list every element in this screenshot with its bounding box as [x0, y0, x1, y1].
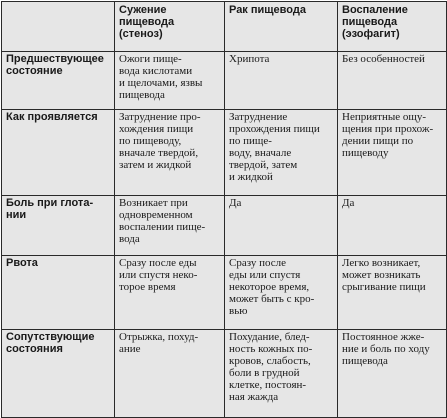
- table-cell: Затруднение прохождения пищи по пище- воду, вначале твердой, затем и жидкой: [225, 110, 338, 196]
- table-cell: Затруднение про- хождения пищи по пищеводу, вначале твердой, затем и жидкой: [115, 110, 225, 196]
- table-cell: Неприятные ощу- щения при прохож- дении пищи по пищеводу: [338, 110, 447, 196]
- header-stenosis: Сужение пищевода (стеноз): [115, 2, 225, 52]
- row-label: Сопутствующие состояния: [2, 330, 115, 418]
- comparison-table: [1, 1, 447, 418]
- header-corner-cell: [2, 2, 115, 52]
- table-cell: Да: [338, 196, 447, 256]
- header-row: [2, 2, 447, 52]
- table-cell: Ожоги пище- вода кислотами и щелочами, язвы пищевода: [115, 52, 225, 110]
- table-cell: Возникает при одновременном воспалении пище- вода: [115, 196, 225, 256]
- table-cell: Легко возникает, может возникать срыгивание пищи: [338, 256, 447, 330]
- table-cell: Да: [225, 196, 338, 256]
- header-esophagitis: Воспаление пищевода (эзофагит): [338, 2, 447, 52]
- table-row: [2, 196, 447, 256]
- row-label: Боль при глота- нии: [2, 196, 115, 256]
- table-cell: Без особенностей: [338, 52, 447, 110]
- table-row: [2, 52, 447, 110]
- table-cell: Сразу после еды или спустя неко- торое время: [115, 256, 225, 330]
- row-label: Как проявляется: [2, 110, 115, 196]
- table-cell: Сразу после еды или спустя некоторое время, может быть с кро- вью: [225, 256, 338, 330]
- header-cancer: Рак пищевода: [225, 2, 338, 52]
- row-label: Рвота: [2, 256, 115, 330]
- table-row: [2, 110, 447, 196]
- table-row: [2, 256, 447, 330]
- row-label: Предшествующее состояние: [2, 52, 115, 110]
- table-cell: Постоянное жже- ние и боль по ходу пищевода: [338, 330, 447, 418]
- table-cell: Похудание, блед- ность кожных по- кровов, слабость, боли в грудной клетке, постоян- ная жажда: [225, 330, 338, 418]
- table-row: [2, 330, 447, 418]
- table-cell: Отрыжка, похуд- ание: [115, 330, 225, 418]
- table-cell: Хрипота: [225, 52, 338, 110]
